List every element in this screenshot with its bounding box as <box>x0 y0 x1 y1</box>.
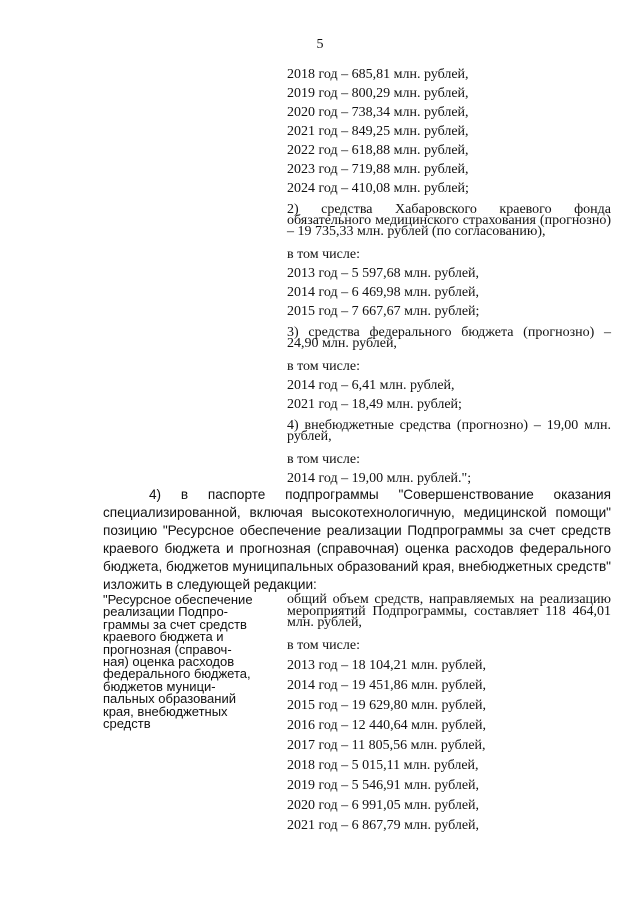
text-line: 2014 год – 19,00 млн. рублей."; <box>287 471 472 486</box>
text-line: 2014 год – 19 451,86 млн. рублей, <box>287 677 487 693</box>
text-line: ная) оценка расходов <box>103 654 235 670</box>
text-line: 2018 год – 5 015,11 млн. рублей, <box>287 757 479 773</box>
text-line: средств <box>103 716 151 732</box>
text-line: 2019 год – 800,29 млн. рублей, <box>287 86 469 101</box>
text-line: 2016 год – 12 440,64 млн. рублей, <box>287 717 487 733</box>
text-line: бюджетов муници- <box>103 678 216 694</box>
text-line: 2014 год – 6,41 млн. рублей, <box>287 378 455 393</box>
text-line: 2021 год – 849,25 млн. рублей, <box>287 124 469 139</box>
text-line: 2021 год – 18,49 млн. рублей; <box>287 397 462 412</box>
text-line: 2020 год – 738,34 млн. рублей, <box>287 105 469 120</box>
text-line: 2014 год – 6 469,98 млн. рублей, <box>287 285 480 300</box>
text-line: 2020 год – 6 991,05 млн. рублей, <box>287 797 480 813</box>
text-line: 2017 год – 11 805,56 млн. рублей, <box>287 737 486 753</box>
text-line: 2023 год – 719,88 млн. рублей, <box>287 162 469 177</box>
table-right-cell <box>287 594 611 836</box>
funding-source-paragraph: 2) средства Хабаровского краевого фонда обязательного медицинского страхования (прогнозно) – 19 735,33 млн. рублей (по согласованию), <box>287 202 611 239</box>
text-line: 2015 год – 7 667,67 млн. рублей; <box>287 304 480 319</box>
text-line: 2024 год – 410,08 млн. рублей; <box>287 181 469 196</box>
text-line: 2013 год – 5 597,68 млн. рублей, <box>287 266 480 281</box>
text-line: "Ресурсное обеспечение <box>103 592 253 607</box>
funding-continuation <box>287 65 611 488</box>
funding-source-paragraph: 3) средства федерального бюджета (прогнозно) – 24,90 млн. рублей, <box>287 325 611 351</box>
text-line: в том числе: <box>287 247 360 262</box>
text-line: 2013 год – 18 104,21 млн. рублей, <box>287 657 487 673</box>
total-funding-paragraph: общий объем средств, направляемых на реализацию мероприятий Подпрограммы, составляет 118 464,01 млн. рублей, <box>287 592 611 630</box>
text-line: 2022 год – 618,88 млн. рублей, <box>287 143 469 158</box>
text-line: 2021 год – 6 867,79 млн. рублей, <box>287 817 480 833</box>
text-line: 2018 год – 685,81 млн. рублей, <box>287 67 469 82</box>
text-line: в том числе: <box>287 359 360 374</box>
text-line: 2015 год – 19 629,80 млн. рублей, <box>287 697 487 713</box>
funding-source-paragraph: 4) внебюджетные средства (прогнозно) – 19,00 млн. рублей, <box>287 418 611 444</box>
text-line: федерального бюджета, <box>103 666 251 682</box>
text-line: граммы за счет средств <box>103 616 247 632</box>
text-line: в том числе: <box>287 637 360 653</box>
text-line: краевого бюджета и <box>103 629 224 645</box>
text-line: 2019 год – 5 546,91 млн. рублей, <box>287 777 480 793</box>
text-line: пальных образований <box>103 691 236 707</box>
text-line: реализации Подпро- <box>103 604 229 620</box>
amendment-paragraph: 4) в паспорте подпрограммы "Совершенствование оказания специализированной, включая высокотехнологичную, медицинской помощи" позицию "Ресурсное обеспечение реализации Подпрограммы за счет средств краевого бюджета и прогнозная (справочная) оценка расходов федерального бюджета, бюджетов муниципальных образований края, внебюджетных средств" изложить в следующей редакции: <box>103 487 611 592</box>
page-number: 5 <box>316 37 324 52</box>
table-left-cell <box>103 594 263 730</box>
text-line: в том числе: <box>287 452 360 467</box>
text-line: прогнозная (справоч- <box>103 641 232 657</box>
text-line: края, внебюджетных <box>103 703 228 719</box>
